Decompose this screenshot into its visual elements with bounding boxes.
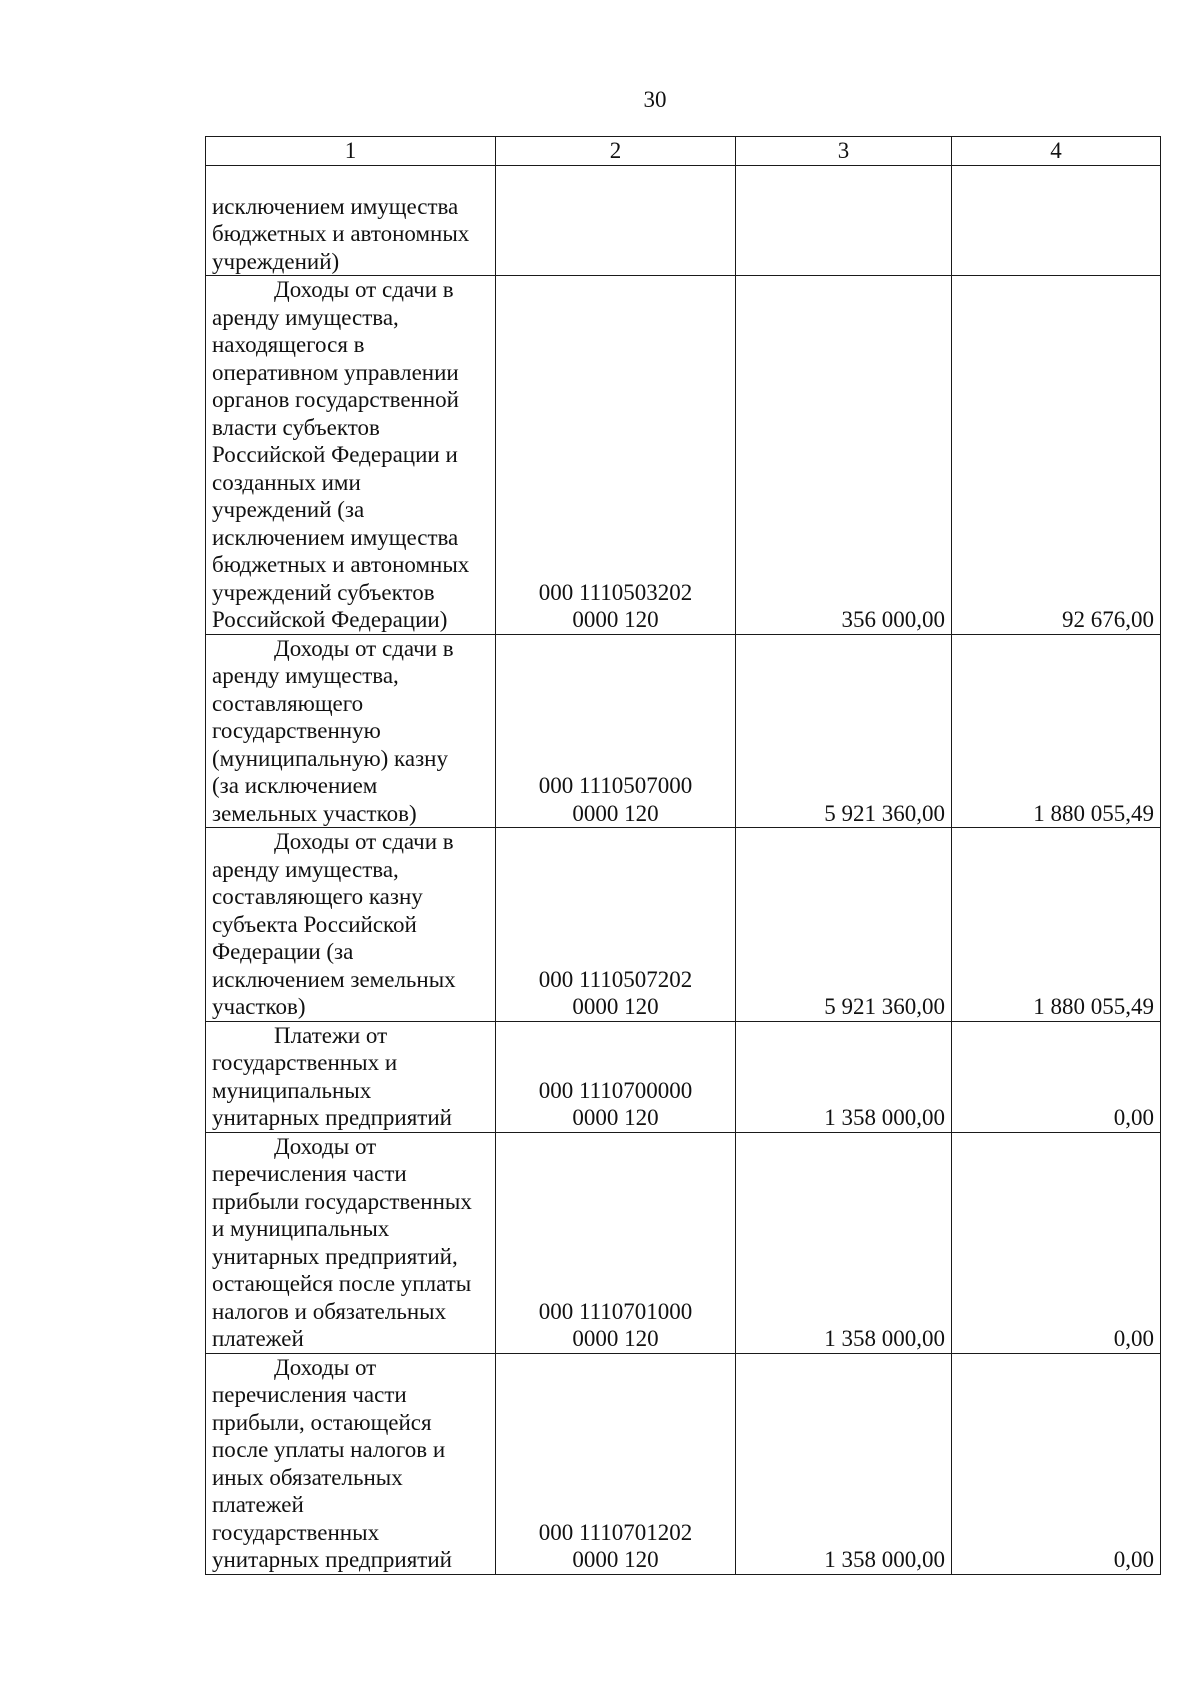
row-fact: [952, 166, 1161, 276]
table-row: [206, 1132, 1161, 1353]
row-fact: 92 676,00: [952, 276, 1161, 635]
table-header-row: [206, 137, 1161, 166]
row-name-cell: [206, 1132, 496, 1353]
page-number: 30: [643, 87, 667, 112]
column-header-2: 2: [496, 137, 736, 166]
table-row: [206, 276, 1161, 635]
row-name: перечисления части прибыли, остающейся после уплаты налогов и иных обязательных платежей государственных унитарных предприятий: [212, 1382, 452, 1572]
row-code: 000 1110700000 0000 120: [496, 1021, 736, 1132]
row-plan: 356 000,00: [736, 276, 952, 635]
row-name: аренду имущества, составляющего государственную (муниципальную) казну (за исключением земельных участков): [212, 663, 448, 826]
row-fact: 0,00: [952, 1021, 1161, 1132]
row-fact: 0,00: [952, 1132, 1161, 1353]
row-plan: 5 921 360,00: [736, 634, 952, 828]
row-name-first-line: Доходы от сдачи в: [274, 277, 454, 302]
row-name-first-line: Доходы от: [274, 1133, 377, 1159]
table-row: [206, 634, 1161, 828]
row-code: 000 1110507202 0000 120: [496, 828, 736, 1022]
row-plan: 1 358 000,00: [736, 1353, 952, 1574]
row-code: 000 1110701202 0000 120: [496, 1353, 736, 1574]
table-row: [206, 828, 1161, 1022]
row-name-cell: [206, 1021, 496, 1132]
row-name-first-line: Платежи от: [274, 1022, 388, 1048]
column-header-3: 3: [736, 137, 952, 166]
row-name-cell: [206, 1353, 496, 1574]
row-name: перечисления части прибыли государственных и муниципальных унитарных предприятий, остающейся после уплаты налогов и обязательных платежей: [212, 1161, 472, 1351]
row-name: государственных и муниципальных унитарных предприятий: [212, 1050, 452, 1130]
row-plan: [736, 166, 952, 276]
row-fact: 0,00: [952, 1353, 1161, 1574]
row-name: аренду имущества, находящегося в оперативном управлении органов государственной власти субъектов Российской Федерации и созданных ими учреждений (за исключением имущества бюджетных и автономных учреждений субъектов Российской Федерации): [212, 304, 470, 632]
row-code: 000 1110507000 0000 120: [496, 634, 736, 828]
row-name-cell: [206, 634, 496, 828]
row-name-first-line: Доходы от сдачи в: [274, 635, 454, 661]
row-code: [496, 166, 736, 276]
column-header-4: 4: [952, 137, 1161, 166]
table-row: [206, 1021, 1161, 1132]
row-plan: 1 358 000,00: [736, 1132, 952, 1353]
row-name-cell: [206, 828, 496, 1022]
row-fact: 1 880 055,49: [952, 828, 1161, 1022]
table-row: [206, 166, 1161, 276]
table-row: [206, 1353, 1161, 1574]
row-name-first-line: Доходы от сдачи в: [274, 829, 454, 854]
row-name: исключением имущества бюджетных и автономных учреждений): [212, 193, 470, 274]
column-header-1: 1: [206, 137, 496, 166]
row-code: 000 1110503202 0000 120: [496, 276, 736, 635]
row-name-first-line: Доходы от: [274, 1354, 377, 1380]
row-name-cell: [206, 166, 496, 276]
row-name-cell: [206, 276, 496, 635]
row-name: аренду имущества, составляющего казну субъекта Российской Федерации (за исключением земельных участков): [212, 856, 456, 1019]
revenue-table: [205, 136, 1161, 1575]
row-code: 000 1110701000 0000 120: [496, 1132, 736, 1353]
row-fact: 1 880 055,49: [952, 634, 1161, 828]
row-plan: 1 358 000,00: [736, 1021, 952, 1132]
row-plan: 5 921 360,00: [736, 828, 952, 1022]
